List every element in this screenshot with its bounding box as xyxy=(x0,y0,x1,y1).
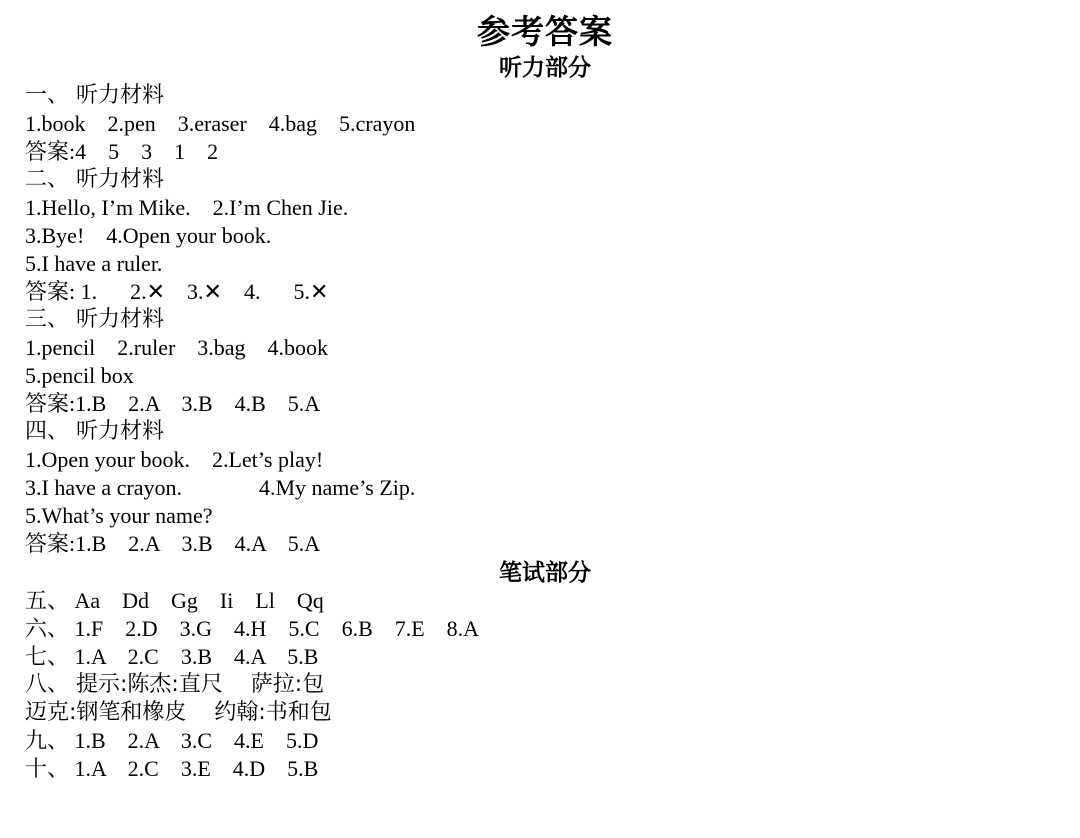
section-4-heading: 四、 听力材料 xyxy=(25,419,164,444)
section-2-line-3: 5.I have a ruler. xyxy=(25,251,163,276)
section-2-answer: 答案: 1. 2.✕ 3.✕ 4. 5.✕ xyxy=(25,279,329,304)
section-4-line-3: 5.What’s your name? xyxy=(25,503,213,528)
section-1-heading: 一、 听力材料 xyxy=(25,83,164,108)
section-4-line-1: 1.Open your book. 2.Let’s play! xyxy=(25,447,324,472)
section-9-answers: 九、 1.B 2.A 3.C 4.E 5.D xyxy=(25,728,319,753)
section-3-answer: 答案:1.B 2.A 3.B 4.B 5.A xyxy=(25,391,321,416)
section-3-heading: 三、 听力材料 xyxy=(25,307,164,332)
written-section-title: 笔试部分 xyxy=(499,560,591,586)
section-5-answers: 五、 Aa Dd Gg Ii Ll Qq xyxy=(25,588,324,613)
section-8-answers-line-2: 迈克:钢笔和橡皮 约翰:书和包 xyxy=(25,700,332,725)
listening-section-title: 听力部分 xyxy=(499,55,591,81)
section-3-line-2: 5.pencil box xyxy=(25,363,134,388)
section-2-line-2: 3.Bye! 4.Open your book. xyxy=(25,223,272,248)
section-7-answers: 七、 1.A 2.C 3.B 4.A 5.B xyxy=(25,644,319,669)
section-2-line-1: 1.Hello, I’m Mike. 2.I’m Chen Jie. xyxy=(25,195,349,220)
section-6-answers: 六、 1.F 2.D 3.G 4.H 5.C 6.B 7.E 8.A xyxy=(25,616,480,641)
section-10-answers: 十、 1.A 2.C 3.E 4.D 5.B xyxy=(25,756,319,781)
section-1-line-1: 1.book 2.pen 3.eraser 4.bag 5.crayon xyxy=(25,111,416,136)
section-8-answers-line-1: 八、 提示:陈杰:直尺 萨拉:包 xyxy=(25,672,325,697)
section-4-line-2: 3.I have a crayon. 4.My name’s Zip. xyxy=(25,475,416,500)
section-4-answer: 答案:1.B 2.A 3.B 4.A 5.A xyxy=(25,531,321,556)
section-1-answer: 答案:4 5 3 1 2 xyxy=(25,139,219,164)
page-title: 参考答案 xyxy=(477,12,613,51)
section-3-line-1: 1.pencil 2.ruler 3.bag 4.book xyxy=(25,335,329,360)
section-2-heading: 二、 听力材料 xyxy=(25,167,164,192)
